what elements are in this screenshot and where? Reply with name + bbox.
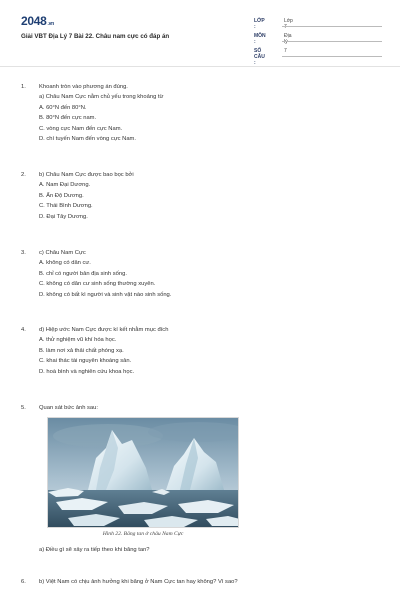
logo-text: 2048 — [21, 14, 47, 28]
meta-count-value: 7 — [284, 48, 287, 54]
meta-class-value: Lớp 7 — [284, 18, 293, 30]
meta-class-label: LỚP : — [254, 18, 265, 30]
meta-subject-label: MÔN : — [254, 33, 266, 45]
meta-underline — [282, 56, 382, 57]
question-prompt: c) Châu Nam Cực — [39, 250, 86, 256]
option-c[interactable]: C. khai thác tài nguyên khoáng sản. — [39, 358, 132, 365]
meta-underline — [282, 41, 382, 42]
meta-subject-value: Địa lý — [284, 33, 292, 45]
question-number: 6. — [21, 579, 26, 585]
option-d[interactable]: D. hoà bình và nghiên cứu khoa học. — [39, 368, 135, 375]
question-prompt: d) Hiệp ước Nam Cực được kí kết nhằm mục đích — [39, 327, 169, 333]
question-prompt: b) Việt Nam có chịu ảnh hưởng khi băng ở Nam Cực tan hay không? Vì sao? — [39, 579, 238, 585]
option-b[interactable]: B. chỉ có người bản địa sinh sống. — [39, 270, 127, 277]
meta-underline — [282, 26, 382, 27]
document-title: Giải VBT Địa Lý 7 Bài 22. Châu nam cực có đáp án — [21, 33, 170, 40]
logo-suffix: .vn — [47, 21, 54, 27]
option-b[interactable]: B. 80°N đến cực nam. — [39, 115, 97, 122]
question-number: 3. — [21, 250, 26, 256]
question-prompt: b) Châu Nam Cực được bao bọc bởi — [39, 172, 134, 178]
site-logo[interactable] — [21, 14, 54, 28]
question-number: 4. — [21, 327, 26, 333]
option-a[interactable]: A. không có dân cư. — [39, 260, 91, 267]
option-c[interactable]: C. Thái Bình Dương. — [39, 203, 93, 210]
option-b[interactable]: B. Ấn Độ Dương. — [39, 192, 84, 199]
question-number: 2. — [21, 172, 26, 178]
header-divider — [0, 66, 400, 67]
option-b[interactable]: B. làm nơi xả thải chất phóng xạ. — [39, 347, 124, 354]
option-a[interactable]: A. thử nghiệm vũ khí hóa học. — [39, 337, 117, 344]
option-d[interactable]: D. Đại Tây Dương. — [39, 213, 88, 220]
figure-caption: Hình 22. Băng tan ở châu Nam Cực — [102, 531, 184, 537]
iceberg-illustration — [48, 418, 239, 528]
question-number: 1. — [21, 84, 26, 90]
question-number: 5. — [21, 405, 26, 411]
question-subprompt: a) Điều gì sẽ xảy ra tiếp theo khi băng tan? — [39, 547, 150, 553]
option-d[interactable]: D. chí tuyến Nam đến vòng cực Nam. — [39, 136, 136, 143]
option-d[interactable]: D. không có bất kì người và sinh vật nào sinh sống. — [39, 291, 172, 298]
melting-ice-photo — [47, 417, 239, 528]
option-a[interactable]: A. Nam Đại Dương. — [39, 182, 91, 189]
option-c[interactable]: C. không có dân cư sinh sống thường xuyên. — [39, 281, 156, 288]
question-prompt: Quan sát bức ảnh sau: — [39, 405, 98, 411]
meta-count-label: SỐ CÂU : — [254, 48, 265, 66]
question-prompt: a) Châu Nam Cực nằm chủ yếu trong khoảng từ — [39, 94, 164, 101]
option-a[interactable]: A. 60°N đến 80°N. — [39, 104, 87, 111]
option-c[interactable]: C. vòng cực Nam đến cực Nam. — [39, 125, 123, 132]
question-instruction: Khoanh tròn vào phương án đúng. — [39, 84, 128, 90]
